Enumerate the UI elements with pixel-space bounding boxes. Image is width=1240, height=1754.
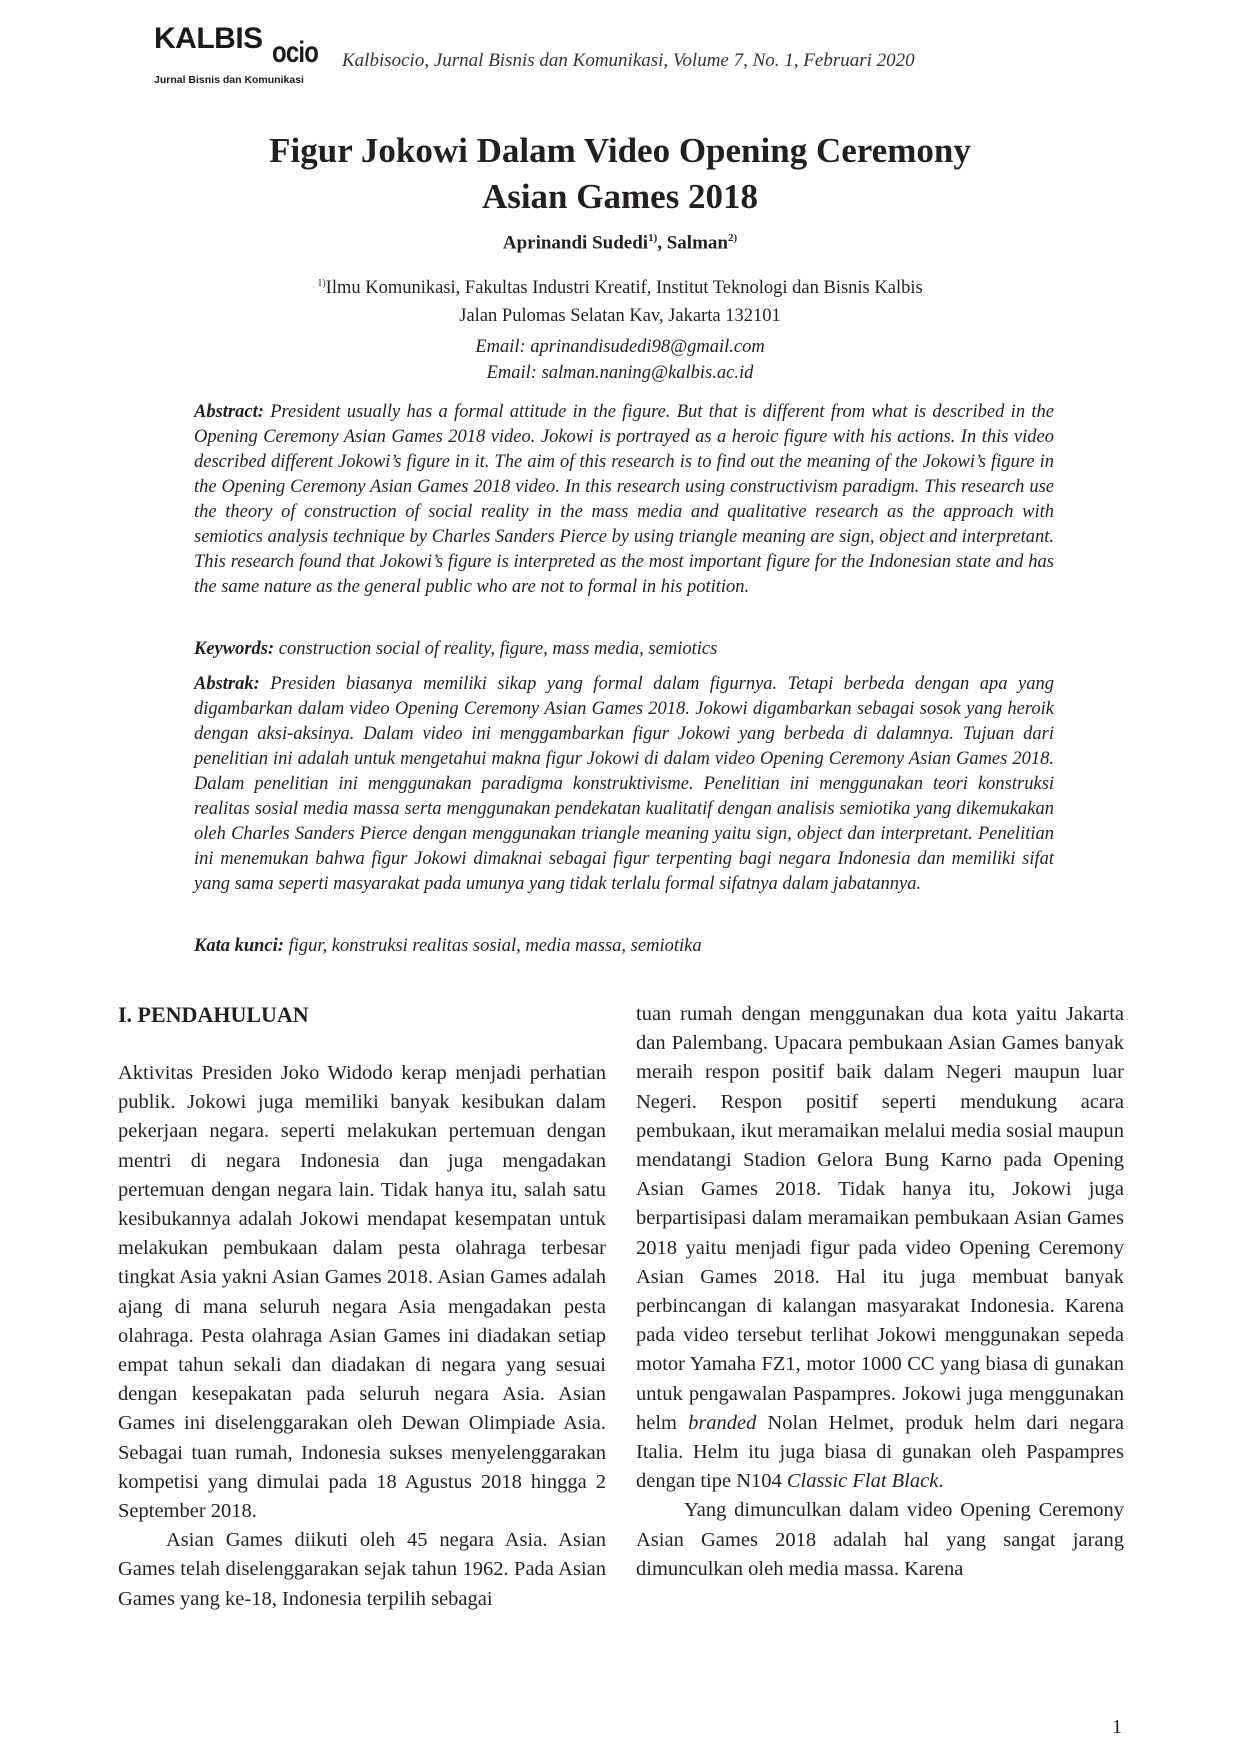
email-list [0, 334, 1240, 386]
paragraph-3-part-a: tuan rumah dengan menggunakan dua kota yaitu Jakarta dan Palembang. Upacara pembukaan Asian Games banyak meraih respon positif baik dalam Negeri maupun luar Negeri. Respon positif seperti mendukung acara pembukaan, ikut meramaikan melalui media sosial maupun mendatangi Stadion Gelora Bung Karno pada Opening Asian Games 2018. Tidak hanya itu, Jokowi juga berpartisipasi dalam meramaikan pembukaan Asian Games 2018 yaitu menjadi figur pada video Opening Ceremony Asian Games 2018. Hal itu juga membuat banyak perbincangan di kalangan masyarakat Indonesia. Karena pada video tersebut terlihat Jokowi menggunakan sepeda motor Yamaha FZ1, motor 1000 CC yang biasa di gunakan untuk pengawalan Paspampres. Jokowi juga menggunakan helm [636, 1003, 1124, 1434]
logo-subtitle: Jurnal Bisnis dan Komunikasi [154, 74, 304, 86]
kata-kunci-label: Kata kunci: [194, 936, 284, 956]
title-line-2: Asian Games 2018 [481, 177, 759, 216]
keywords-label: Keywords: [194, 639, 275, 659]
author-2-mark: 2) [727, 232, 738, 244]
affiliation-mark: 1) [317, 278, 326, 289]
abstrak-label: Abstrak: [194, 674, 260, 694]
section-heading-introduction: I. PENDAHULUAN [118, 1002, 309, 1027]
paragraph-2: Asian Games diikuti oleh 45 negara Asia. Asian Games telah diselenggarakan sejak tahun 1962. Pada Asian Games yang ke-18, Indonesia terpilih sebagai [118, 1529, 606, 1610]
running-head: Kalbisocio, Jurnal Bisnis dan Komunikasi, Volume 7, No. 1, Februari 2020 [342, 50, 915, 71]
logo-socio-text: ocio [272, 36, 319, 69]
paragraph-3-italic-classic: Classic Flat Black [786, 1470, 939, 1493]
journal-header [152, 20, 1092, 90]
affiliation-line-2: Jalan Pulomas Selatan Kav, Jakarta 132101 [459, 306, 781, 327]
logo-main-text: KALBIS [154, 22, 263, 55]
kata-kunci-text: figur, konstruksi realitas sosial, media massa, semiotika [283, 936, 702, 956]
abstract-indonesian [194, 672, 1054, 897]
email-author-1[interactable]: Email: aprinandisudedi98@gmail.com [475, 337, 765, 357]
paragraph-3 [636, 1000, 1124, 1496]
affiliation-line-1: Ilmu Komunikasi, Fakultas Industri Kreatif, Institut Teknologi dan Bisnis Kalbis [325, 278, 923, 299]
body-column-left [118, 1000, 606, 1614]
title-line-1: Figur Jokowi Dalam Video Opening Ceremony [269, 131, 971, 170]
abstract-text: President usually has a formal attitude in the figure. But that is different from what is described in the Opening Ceremony Asian Games 2018 video. Jokowi is portrayed as a heroic figure with his actions. In this video described different Jokowi’s figure in it. The aim of this research is to find out the meaning of the Jokowi’s figure in the Opening Ceremony Asian Games 2018 video. In this research using constructivism paradigm. This research use the theory of construction of social reality in the mass media and qualitative research as the approach with semiotics analysis technique by Charles Sanders Pierce by using triangle meaning are sign, object and interpretant. This research found that Jokowi’s figure is interpreted as the most important figure for the Indonesian state and has the same nature as the general public who are not to formal in his potition. [194, 402, 1054, 597]
abstrak-text: Presiden biasanya memiliki sikap yang formal dalam figurnya. Tetapi berbeda dengan apa yang digambarkan dalam video Opening Ceremony Asian Games 2018. Jokowi digambarkan sebagai sosok yang heroik dengan aksi-aksinya. Dalam video ini menggambarkan figur Jokowi yang berbeda di dalamnya. Tujuan dari penelitian ini adalah untuk mengetahui makna figur Jokowi di dalam video Opening Ceremony Asian Games 2018. Dalam penelitian ini menggunakan paradigma konstruktivisme. Penelitian ini menggunakan teori konstruksi realitas sosial media massa serta menggunakan pendekatan kualitatif dengan analisis semiotika yang dikemukakan oleh Charles Sanders Pierce dengan menggunakan triangle meaning yaitu sign, object dan interpretant. Penelitian ini menemukan bahwa figur Jokowi dimaknai sebagai figur terpenting bagi negara Indonesia dan memiliki sifat yang sama seperti masyarakat pada umunya yang tidak terlalu formal sifatnya dalam jabatannya. [194, 674, 1054, 894]
author-1: Aprinandi Sudedi [502, 232, 649, 254]
paragraph-3-part-b: Nolan Helmet, produk helm dari negara Italia. Helm itu juga biasa di gunakan oleh Paspampres dengan tipe N104 [636, 1411, 1124, 1493]
author-2: Salman [666, 232, 728, 254]
keywords-indonesian [194, 934, 1054, 959]
affiliation [0, 270, 1240, 330]
paragraph-4: Yang dimunculkan dalam video Opening Ceremony Asian Games 2018 adalah hal yang sangat jarang dimunculkan oleh media massa. Karena [636, 1499, 1124, 1580]
author-list [0, 232, 1240, 254]
page-number: 1 [1112, 1716, 1122, 1738]
kalbis-socio-logo [152, 20, 332, 90]
keywords-text: construction social of reality, figure, mass media, semiotics [274, 639, 718, 659]
author-separator: , [657, 232, 667, 254]
paper-title [0, 128, 1240, 220]
email-author-2[interactable]: Email: salman.naning@kalbis.ac.id [486, 363, 754, 383]
paragraph-3-italic-branded: branded [688, 1411, 757, 1434]
abstract-label: Abstract: [194, 402, 264, 422]
paragraph-1: Aktivitas Presiden Joko Widodo kerap menjadi perhatian publik. Jokowi juga memiliki banyak kesibukan dalam pekerjaan negara. seperti melakukan pertemuan dengan mentri di negara Indonesia dan juga mengadakan pertemuan dengan negara lain. Tidak hanya itu, salah satu kesibukannya adalah Jokowi mendapat kesempatan untuk melakukan pembukaan dalam pesta olahraga terbesar tingkat Asia yakni Asian Games 2018. Asian Games adalah ajang di mana seluruh negara Asia mengadakan pesta olahraga. Pesta olahraga Asian Games ini diadakan setiap empat tahun sekali dan diadakan di negara yang sesuai dengan kesepakatan pada seluruh negara Asia. Asian Games ini diselenggarakan oleh Dewan Olimpiade Asia. Sebagai tuan rumah, Indonesia sukses menyelenggarakan kompetisi yang dimulai pada 18 Agustus 2018 hingga 2 September 2018. [118, 1062, 606, 1523]
keywords-english [194, 637, 1054, 662]
body-column-right [636, 1000, 1124, 1584]
abstract-english [194, 400, 1054, 600]
author-1-mark: 1) [648, 232, 658, 244]
paragraph-3-part-c: . [938, 1470, 944, 1493]
